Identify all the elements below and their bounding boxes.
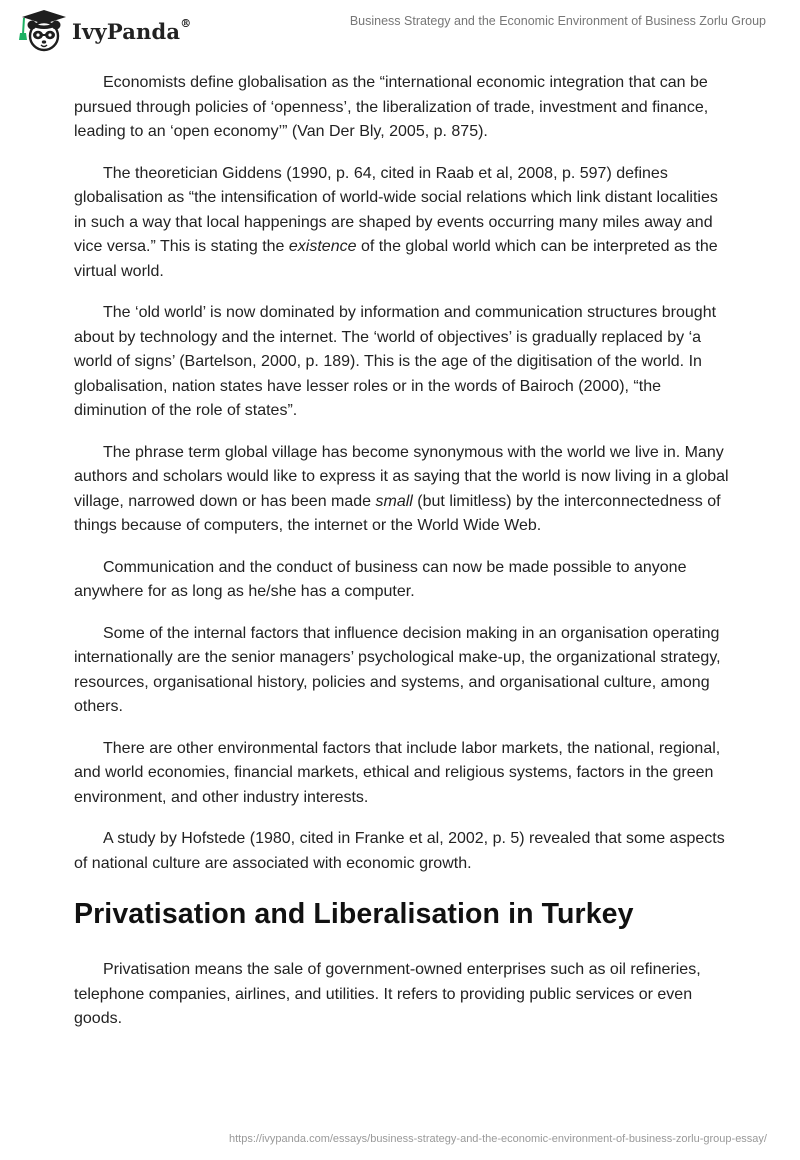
body-paragraph: Economists define globalisation as the “international economic integration that can be pursued through policies of ‘openness’, the liberalization of trade, investment and finance, leading to an ‘open economy’” (Van Der Bly, 2005, p. 875). (74, 74, 709, 140)
body-paragraph: There are other environmental factors that include labor markets, the national, regional, and world economies, financial markets, ethical and religious systems, factors in the green environment, and other industry interests. (74, 739, 721, 806)
body-paragraph: The theoretician Giddens (1990, p. 64, cited in Raab et al, 2008, p. 597) defines globalisation as “the intensification of world-wide social relations which link distant localities in such a way that local happenings are shaped by events occurring many miles away and vice versa.” This is stating the existence of the global world which can be interpreted as the virtual world. (74, 164, 718, 280)
source-url[interactable]: https://ivypanda.com/essays/business-strategy-and-the-economic-environment-of-business-zorlu-group-essay/ (228, 1133, 767, 1145)
brand-name: IvyPanda® (72, 16, 192, 44)
essay-body (74, 71, 730, 1049)
emphasis-text: existence (288, 238, 357, 255)
body-paragraph: Privatisation means the sale of government-owned enterprises such as oil refineries, telephone companies, airlines, and utilities. It refers to providing public services or even goods. (74, 961, 701, 1027)
ivypanda-logo[interactable] (14, 8, 191, 54)
body-paragraph: Communication and the conduct of business can now be made possible to anyone anywhere for as long as he/she has a computer. (74, 558, 687, 600)
page-header (0, 0, 800, 60)
body-paragraph: A study by Hofstede (1980, cited in Franke et al, 2002, p. 5) revealed that some aspects of national culture are associated with economic growth. (74, 830, 725, 872)
document-title: Business Strategy and the Economic Environment of Business Zorlu Group (349, 14, 766, 28)
emphasis-text: small (375, 492, 413, 510)
panda-graduate-icon (14, 8, 70, 54)
section-heading: Privatisation and Liberalisation in Turkey (74, 898, 634, 930)
body-paragraph: Some of the internal factors that influence decision making in an organisation operating internationally are the senior managers’ psychological make-up, the organizational strategy, resources, organisational history, policies and systems, and organisational culture, among others. (74, 624, 721, 715)
registered-mark: ® (180, 16, 192, 30)
body-paragraph: The ‘old world’ is now dominated by information and communication structures brought about by technology and the internet. The ‘world of objectives’ is gradually replaced by ‘a world of signs’ (Bartelson, 2000, p. 189). This is the age of the digitisation of the world. In globalisation, nation states have lesser roles or in the words of Bairoch (2000), “the diminution of the role of states”. (74, 304, 717, 419)
body-paragraph: The phrase term global village has become synonymous with the world we live in. Many authors and scholars would like to express it as saying that the world is now living in a global village, narrowed down or has been made small (but limitless) by the interconnectedness of things because of computers, the internet or the World Wide Web. (74, 443, 729, 534)
